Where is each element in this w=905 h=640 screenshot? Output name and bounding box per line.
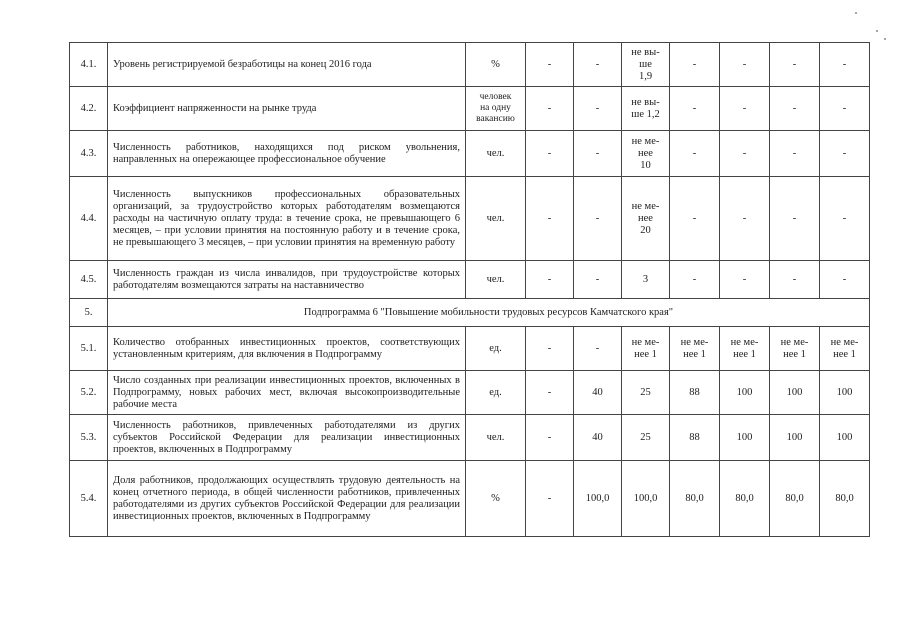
unit-cell: % (466, 43, 526, 87)
value-cell: - (770, 131, 820, 177)
value-cell: 100,0 (622, 461, 670, 537)
value-cell: 100,0 (574, 461, 622, 537)
scan-speck (884, 38, 886, 40)
value-cell: - (820, 261, 870, 299)
subprogram-row (70, 299, 870, 327)
value-cell: - (770, 43, 820, 87)
unit-cell: % (466, 461, 526, 537)
indicators-table-sheet (69, 42, 869, 537)
unit-cell: чел. (466, 261, 526, 299)
value-cell: 100 (770, 415, 820, 461)
table-row (70, 177, 870, 261)
row-number: 5.2. (70, 371, 108, 415)
value-cell: - (574, 327, 622, 371)
value-cell: - (670, 261, 720, 299)
value-cell: 25 (622, 415, 670, 461)
scan-speck (876, 30, 878, 32)
value-cell: - (720, 131, 770, 177)
table-row (70, 327, 870, 371)
row-number: 4.1. (70, 43, 108, 87)
indicator-name: Численность граждан из числа инвалидов, при трудоустройстве которых работодателям возмещаются затраты на наставничество (108, 261, 466, 299)
value-cell: 3 (622, 261, 670, 299)
value-cell: 80,0 (770, 461, 820, 537)
value-cell: 25 (622, 371, 670, 415)
value-cell: - (720, 87, 770, 131)
unit-cell: чел. (466, 415, 526, 461)
value-cell: - (574, 261, 622, 299)
row-number: 5.1. (70, 327, 108, 371)
indicator-name: Численность работников, привлеченных работодателями из других субъектов Российской Федерации для реализации инвестиционных проектов, включенных в Подпрограмму (108, 415, 466, 461)
value-cell: - (820, 131, 870, 177)
table-row (70, 415, 870, 461)
value-cell: не ме- нее 10 (622, 131, 670, 177)
indicator-name: Уровень регистрируемой безработицы на конец 2016 года (108, 43, 466, 87)
value-cell: - (770, 177, 820, 261)
row-number: 4.2. (70, 87, 108, 131)
value-cell: - (670, 43, 720, 87)
value-cell: 80,0 (720, 461, 770, 537)
row-number: 5.3. (70, 415, 108, 461)
unit-cell: ед. (466, 371, 526, 415)
table-row (70, 87, 870, 131)
indicator-name: Коэффициент напряженности на рынке труда (108, 87, 466, 131)
row-number: 4.5. (70, 261, 108, 299)
value-cell: - (820, 87, 870, 131)
unit-cell: чел. (466, 131, 526, 177)
value-cell: 100 (720, 371, 770, 415)
unit-cell: ед. (466, 327, 526, 371)
value-cell: не ме- нее 1 (670, 327, 720, 371)
unit-cell: чел. (466, 177, 526, 261)
table-row (70, 43, 870, 87)
scan-speck (855, 12, 857, 14)
value-cell: - (720, 43, 770, 87)
indicator-name: Численность работников, находящихся под риском увольнения, направленных на опережающее профессиональное обучение (108, 131, 466, 177)
indicator-name: Число созданных при реализации инвестиционных проектов, включенных в Подпрограмму, новых рабочих мест, включая высокопроизводительные рабочие места (108, 371, 466, 415)
value-cell: - (526, 43, 574, 87)
row-number: 5. (70, 299, 108, 327)
value-cell: - (770, 261, 820, 299)
indicator-name: Количество отобранных инвестиционных проектов, соответствующих установленным критериям, для включения в Подпрограмму (108, 327, 466, 371)
indicator-name: Доля работников, продолжающих осуществлять трудовую деятельность на конец отчетного периода, в общей численности работников, привлеченных работодателями из других субъектов Российской Федерации для реализации инвестиционных проектов, включенных в Подпрограмму (108, 461, 466, 537)
table-row (70, 261, 870, 299)
value-cell: - (670, 87, 720, 131)
value-cell: 88 (670, 415, 720, 461)
value-cell: 40 (574, 415, 622, 461)
row-number: 4.3. (70, 131, 108, 177)
value-cell: - (820, 177, 870, 261)
value-cell: не вы- ше 1,2 (622, 87, 670, 131)
value-cell: - (526, 261, 574, 299)
value-cell: - (526, 87, 574, 131)
value-cell: не вы- ше 1,9 (622, 43, 670, 87)
value-cell: не ме- нее 1 (622, 327, 670, 371)
value-cell: не ме- нее 1 (820, 327, 870, 371)
value-cell: - (526, 461, 574, 537)
value-cell: не ме- нее 1 (720, 327, 770, 371)
value-cell: 100 (820, 371, 870, 415)
value-cell: - (574, 43, 622, 87)
value-cell: 80,0 (820, 461, 870, 537)
value-cell: - (670, 131, 720, 177)
value-cell: не ме- нее 20 (622, 177, 670, 261)
value-cell: - (770, 87, 820, 131)
value-cell: 80,0 (670, 461, 720, 537)
value-cell: 100 (820, 415, 870, 461)
subprogram-title: Подпрограмма 6 "Повышение мобильности трудовых ресурсов Камчатского края" (108, 299, 870, 327)
value-cell: - (574, 177, 622, 261)
row-number: 5.4. (70, 461, 108, 537)
indicator-name: Численность выпускников профессиональных образовательных организаций, за трудоустройство которых работодателям возмещаются расходы на частичную оплату труда: в течение срока, не превышающего 6 месяцев, – при условии принятия на постоянную работу и в течение срока, не превышающего 3 месяцев, – при условии принятия на временную работу (108, 177, 466, 261)
value-cell: 100 (770, 371, 820, 415)
value-cell: - (574, 87, 622, 131)
value-cell: - (574, 131, 622, 177)
value-cell: - (526, 327, 574, 371)
value-cell: - (526, 371, 574, 415)
unit-cell: человек на одну вакансию (466, 87, 526, 131)
indicators-table (69, 42, 870, 537)
value-cell: 40 (574, 371, 622, 415)
value-cell: - (526, 177, 574, 261)
table-row (70, 131, 870, 177)
value-cell: 88 (670, 371, 720, 415)
value-cell: не ме- нее 1 (770, 327, 820, 371)
value-cell: - (670, 177, 720, 261)
table-row (70, 461, 870, 537)
row-number: 4.4. (70, 177, 108, 261)
table-row (70, 371, 870, 415)
value-cell: - (720, 177, 770, 261)
value-cell: - (526, 131, 574, 177)
value-cell: - (820, 43, 870, 87)
value-cell: - (526, 415, 574, 461)
value-cell: 100 (720, 415, 770, 461)
value-cell: - (720, 261, 770, 299)
